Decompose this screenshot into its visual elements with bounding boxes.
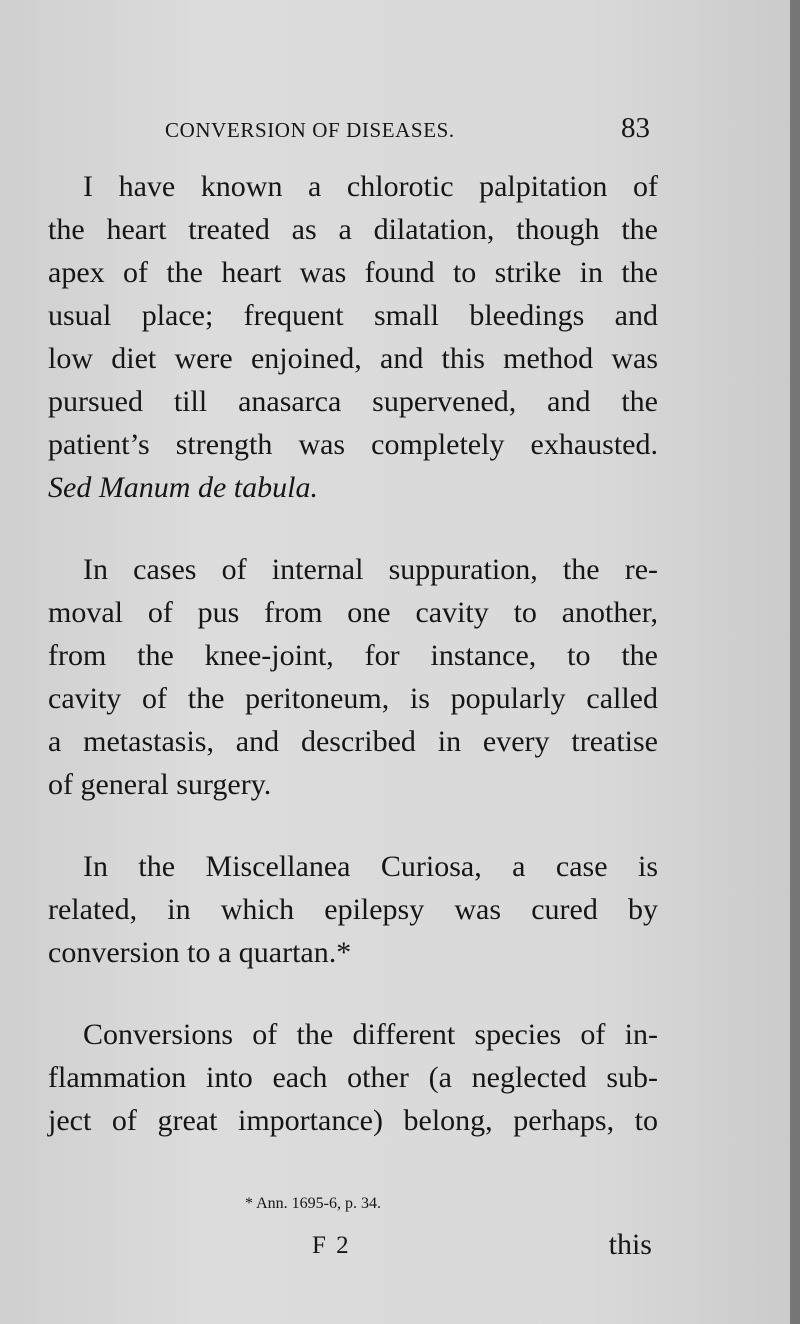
text-line: ject of great importance) belong, perhaps, to xyxy=(48,1104,658,1137)
text-line: conversion to a quartan.* xyxy=(48,936,352,969)
paragraph-2 xyxy=(48,548,658,806)
text-line: usual place; frequent small bleedings and xyxy=(48,299,658,332)
text-line: I have known a chlorotic palpitation of xyxy=(83,170,658,203)
text-line: a metastasis, and described in every treatise xyxy=(48,725,658,758)
text-line: In cases of internal suppuration, the re- xyxy=(83,553,658,586)
text-line: of general surgery. xyxy=(48,768,272,801)
body-text xyxy=(48,165,658,1142)
text-line: low diet were enjoined, and this method was xyxy=(48,342,658,375)
italic-line: Sed Manum de tabula. xyxy=(48,471,318,504)
text-line: related, in which epilepsy was cured by xyxy=(48,893,658,926)
paragraph-1 xyxy=(48,165,658,509)
text-line: moval of pus from one cavity to another, xyxy=(48,596,658,629)
catchword: this xyxy=(608,1228,652,1261)
text-line: patient’s strength was completely exhausted. xyxy=(48,428,658,461)
footnote: * Ann. 1695-6, p. 34. xyxy=(245,1195,381,1212)
signature-mark: F 2 xyxy=(312,1232,351,1259)
text-line: cavity of the peritoneum, is popularly called xyxy=(48,682,658,715)
text-line: In the Miscellanea Curiosa, a case is xyxy=(83,850,658,883)
text-line: Conversions of the different species of in- xyxy=(83,1018,658,1051)
text-line: apex of the heart was found to strike in the xyxy=(48,256,658,289)
text-line: flammation into each other (a neglected sub- xyxy=(48,1061,658,1094)
page-header xyxy=(165,112,650,152)
running-head: CONVERSION OF DISEASES. xyxy=(165,118,455,142)
paragraph-4 xyxy=(48,1013,658,1142)
page-number: 83 xyxy=(621,112,650,144)
text-line: pursued till anasarca supervened, and the xyxy=(48,385,658,418)
paragraph-3 xyxy=(48,845,658,974)
text-line: from the knee-joint, for instance, to the xyxy=(48,639,658,672)
text-line: the heart treated as a dilatation, though the xyxy=(48,213,658,246)
